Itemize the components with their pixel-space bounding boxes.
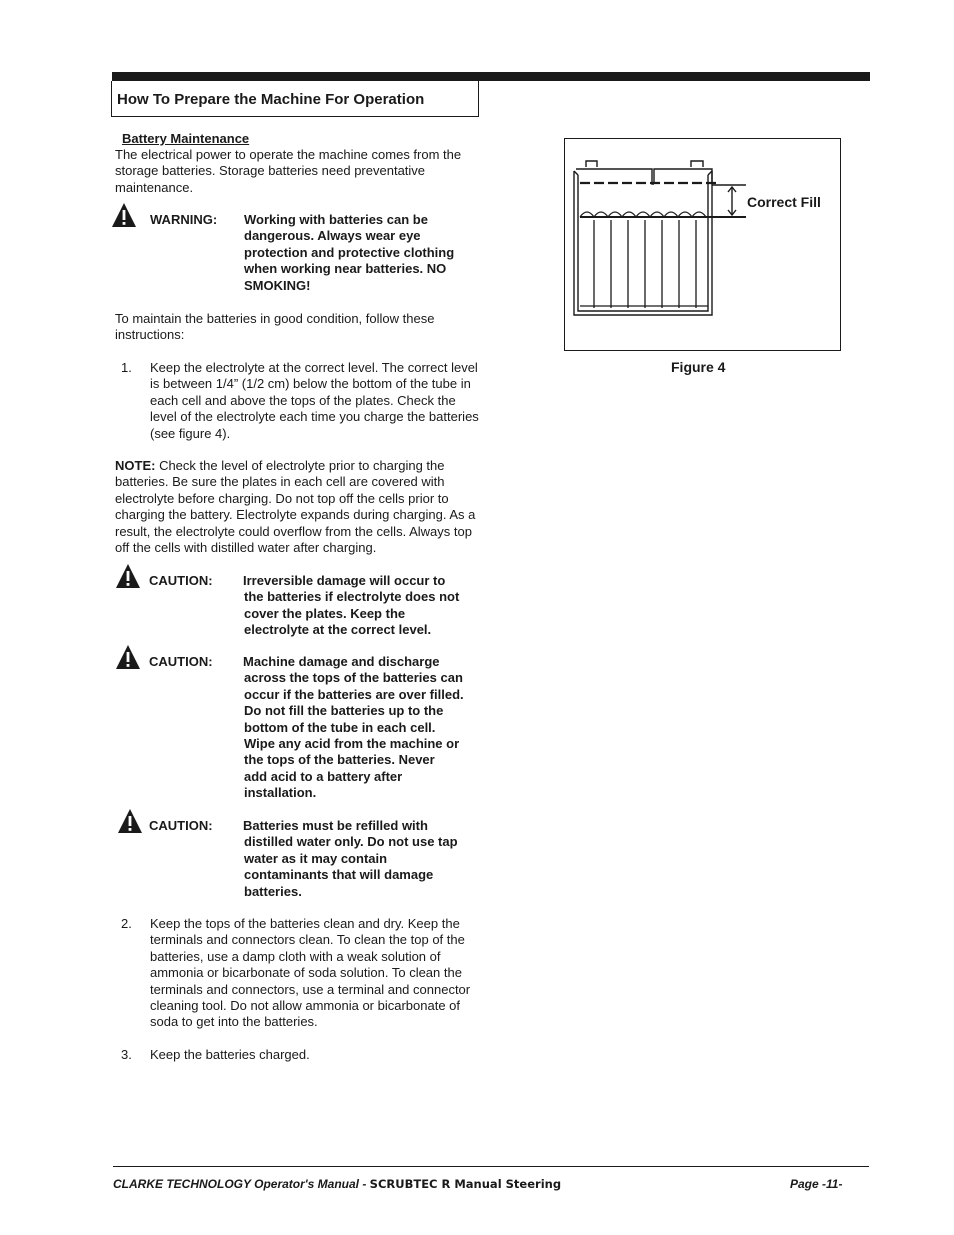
warning-label: WARNING: xyxy=(150,212,218,227)
list-item-number: 3. xyxy=(121,1047,132,1062)
figure-caption: Figure 4 xyxy=(671,359,726,375)
warning-text: Working with batteries can be dangerous. Always wear eye protection and protective clothing when working near batteries. NO SMOKING! xyxy=(244,212,455,293)
caution-label: CAUTION: xyxy=(149,818,213,833)
caution-text: Irreversible damage will occur to the batteries if electrolyte does not cover the plates. Keep the electrolyte at the correct level. xyxy=(243,573,460,638)
caution-label: CAUTION: xyxy=(149,573,213,588)
list-item-text: Keep the electrolyte at the correct level. The correct level is between 1/4” (1/2 cm) below the bottom of the tube in each cell and above the tops of the plates. Check the level of the electrolyte each time you charge the batteries (see figure 4). xyxy=(150,360,479,441)
page-number: Page -11- xyxy=(790,1177,843,1191)
footer-product: SCRUBTEC R Manual Steering xyxy=(369,1177,562,1191)
header-rule xyxy=(112,72,870,81)
note-paragraph xyxy=(115,458,485,556)
footer-company: CLARKE TECHNOLOGY Operator's Manual - xyxy=(113,1177,370,1191)
note-text: Check the level of electrolyte prior to charging the batteries. Be sure the plates in each cell are covered with electrolyte before charging. Do not top off the cells prior to charging the battery. Electrolyte expands during charging. As a result, the electrolyte could overflow from the cells. Always top off the cells with distilled water after charging. xyxy=(115,458,476,556)
warning-triangle-icon xyxy=(115,644,141,670)
footer-rule xyxy=(113,1166,869,1167)
note-label: NOTE: xyxy=(115,458,156,473)
caution-label: CAUTION: xyxy=(149,654,213,669)
warning-triangle-icon xyxy=(115,563,141,589)
caution-text: Machine damage and discharge across the tops of the batteries can occur if the batteries are over filled. Do not fill the batteries up to the bottom of the tube in each cell. Wipe any acid from the machine or the tops of the batteries. Never add acid to a battery after installation. xyxy=(243,654,464,801)
list-item-number: 1. xyxy=(121,360,132,375)
section-title: How To Prepare the Machine For Operation xyxy=(117,91,425,108)
intro-paragraph: The electrical power to operate the machine comes from the storage batteries. Storage batteries need preventative maintenance. xyxy=(115,147,462,195)
list-item-text: Keep the batteries charged. xyxy=(150,1047,310,1062)
battery-maintenance-heading: Battery Maintenance xyxy=(122,131,250,146)
battery-cell-diagram xyxy=(566,140,839,349)
list-item-text: Keep the tops of the batteries clean and dry. Keep the terminals and connectors clean. To clean the top of the batteries, use a damp cloth with a weak solution of ammonia or bicarbonate of soda solution. To clean the terminals and connectors, use a terminal and connector cleaning tool. Do not allow ammonia or bicarbonate of soda to get into the batteries. xyxy=(150,916,471,1030)
correct-fill-label: Correct Fill xyxy=(747,194,821,210)
caution-text: Batteries must be refilled with distilled water only. Do not use tap water as it may contain contaminants that will damage batteries. xyxy=(243,818,458,899)
list-item-number: 2. xyxy=(121,916,132,931)
footer-title xyxy=(113,1177,561,1191)
instructions-intro: To maintain the batteries in good condition, follow these instructions: xyxy=(115,311,435,343)
warning-triangle-icon xyxy=(111,202,137,228)
warning-triangle-icon xyxy=(117,808,143,834)
